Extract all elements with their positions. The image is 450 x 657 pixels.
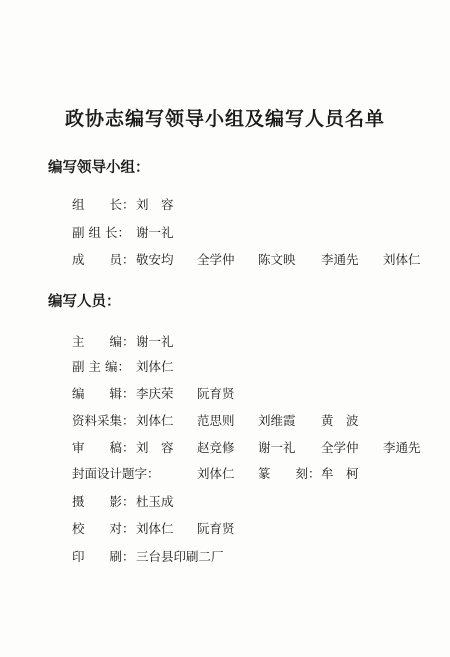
- leader-name: 刘 容: [136, 197, 174, 212]
- leader-label: 组 长：: [72, 197, 135, 212]
- leading-group-heading: 编写领导小组：: [48, 159, 150, 176]
- proofreader-name: 阮育贤: [197, 521, 235, 536]
- member-name: 李通先: [321, 252, 359, 267]
- chief-editor-name: 谢一礼: [136, 334, 174, 349]
- collector-name: 刘体仁: [136, 413, 174, 428]
- photographer-name: 杜玉成: [136, 494, 174, 509]
- deputy-leader-name: 谢一礼: [136, 225, 174, 240]
- page-title: 政协志编写领导小组及编写人员名单: [64, 108, 385, 130]
- editor-name: 李庆荣: [136, 386, 174, 401]
- proofreading-row: [0, 518, 450, 540]
- collector-name: 刘维霞: [258, 413, 296, 428]
- deputy-editor-label: 副 主 编：: [72, 359, 130, 374]
- cover-design-row: [0, 463, 450, 485]
- members-row: [0, 249, 450, 271]
- collector-name: 范思则: [197, 413, 235, 428]
- member-name: 敬安均: [136, 252, 174, 267]
- leader-row: [0, 194, 450, 216]
- chief-editor-row: [0, 331, 450, 353]
- proofreader-name: 刘体仁: [136, 521, 174, 536]
- photography-row: [0, 491, 450, 513]
- printing-label: 印 刷：: [72, 549, 135, 564]
- members-label: 成 员：: [72, 252, 135, 267]
- editors-row: [0, 383, 450, 405]
- photography-label: 摄 影：: [72, 494, 135, 509]
- printer-name: 三台县印刷二厂: [136, 549, 224, 564]
- reviewers-label: 审 稿：: [72, 440, 135, 455]
- seal-carver-name: 牟 柯: [321, 466, 359, 481]
- proofreading-label: 校 对：: [72, 521, 135, 536]
- editors-label: 编 辑：: [72, 386, 135, 401]
- member-name: 陈文映: [258, 252, 296, 267]
- deputy-editor-row: [0, 356, 450, 378]
- member-name: 刘体仁: [383, 252, 421, 267]
- cover-designer-name: 刘体仁: [197, 466, 235, 481]
- deputy-leader-row: [0, 222, 450, 244]
- chief-editor-label: 主 编：: [72, 334, 135, 349]
- reviewer-name: 赵竞修: [197, 440, 235, 455]
- staff-heading: 编写人员：: [48, 293, 121, 310]
- reviewer-name: 谢一礼: [258, 440, 296, 455]
- deputy-editor-name: 刘体仁: [136, 359, 174, 374]
- reviewer-name: 全学仲: [321, 440, 359, 455]
- cover-design-label: 封面设计题字：: [72, 466, 160, 481]
- material-collection-label: 资料采集：: [72, 413, 135, 428]
- printing-row: [0, 546, 450, 568]
- editor-name: 阮育贤: [197, 386, 235, 401]
- deputy-leader-label: 副 组 长：: [72, 225, 130, 240]
- material-collection-row: [0, 410, 450, 432]
- reviewers-row: [0, 437, 450, 459]
- reviewer-name: 李通先: [383, 440, 421, 455]
- reviewer-name: 刘 容: [136, 440, 174, 455]
- member-name: 全学仲: [197, 252, 235, 267]
- collector-name: 黄 波: [321, 413, 359, 428]
- seal-carving-label: 篆 刻：: [258, 466, 321, 481]
